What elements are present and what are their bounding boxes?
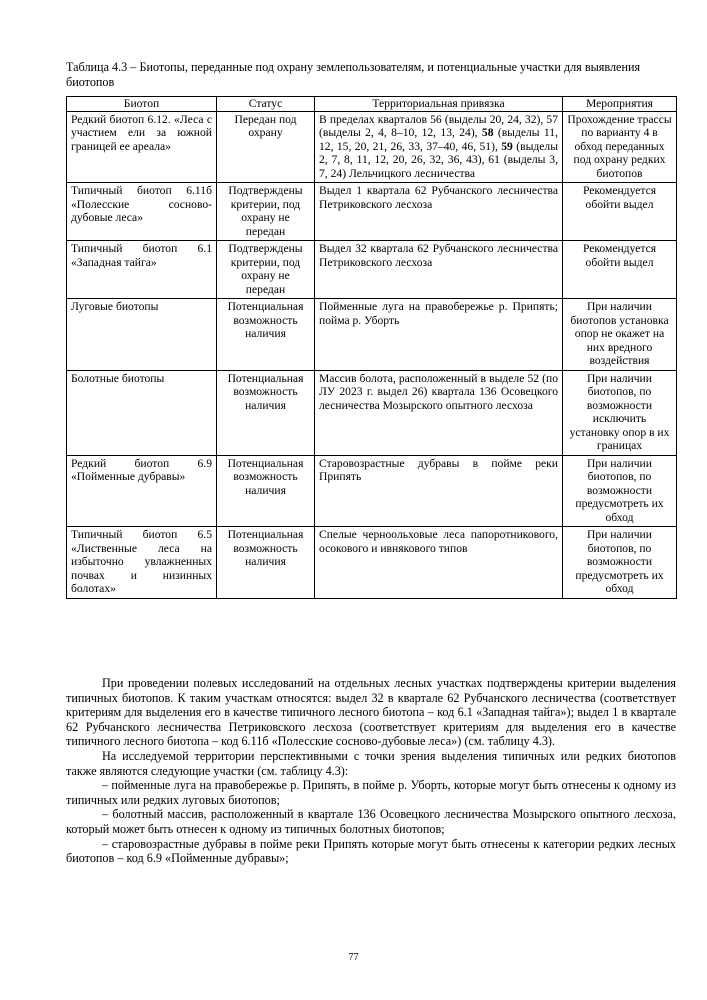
table-caption: Таблица 4.3 – Биотопы, переданные под охрану землепользователям, и потенциальные участки для выявления биотопов — [66, 60, 641, 89]
cell-measures: Прохождение трассы по варианту 4 в обход переданных под охрану редких биотопов — [563, 111, 677, 183]
cell-status: Потенциальная возможность наличия — [217, 370, 315, 455]
table-row — [67, 527, 677, 599]
biotopes-table — [66, 96, 677, 599]
location-text: (выделы 2, 7, 8, 11, 12, 20, 26, 32, 36, 43), 61 (выделы 3, 7, 24) Лельчицкого лесничества — [319, 139, 558, 180]
table-row — [67, 183, 677, 241]
quarter-number-bold: 59 — [501, 139, 513, 153]
cell-status: Подтверждены критерии, под охрану не передан — [217, 183, 315, 241]
cell-biotope: Типичный биотоп 6.1 «Западная тайга» — [67, 241, 217, 299]
cell-location: Выдел 32 квартала 62 Рубчанского лесничества Петриковского лесхоза — [315, 241, 563, 299]
table-header-row — [67, 97, 677, 112]
table-row — [67, 241, 677, 299]
header-biotope: Биотоп — [67, 97, 217, 112]
cell-biotope: Редкий биотоп 6.9 «Пойменные дубравы» — [67, 455, 217, 527]
location-text: (выделы 11, 12, 15, 20, 21, 26, 33, 37–40, 46, 51), — [319, 126, 558, 153]
cell-location: Выдел 1 квартала 62 Рубчанского лесничества Петриковского лесхоза — [315, 183, 563, 241]
quarter-number-bold: 58 — [481, 126, 494, 139]
list-item: – пойменные луга на правобережье р. Припять, в пойме р. Уборть, которые могут быть отнесены к одному из типичных или редких луговых биотопов; — [66, 778, 676, 807]
cell-location: Старовозрастные дубравы в пойме реки Припять — [315, 455, 563, 527]
cell-location: Спелые черноольховые леса папоротникового, осокового и ивнякового типов — [315, 527, 563, 599]
cell-biotope: Типичный биотоп 6.5 «Лиственные леса на избыточно увлажненных почвах и низинных болотах» — [67, 527, 217, 599]
cell-location: Массив болота, расположенный в выделе 52 (по ЛУ 2023 г. выдел 26) квартала 136 Осовецкого лесничества Мозырского опытного лесхоза — [315, 370, 563, 455]
header-status: Статус — [217, 97, 315, 112]
cell-biotope: Типичный биотоп 6.11б «Полесские сосново-дубовые леса» — [67, 183, 217, 241]
page-number: 77 — [348, 952, 359, 963]
table-row — [67, 299, 677, 371]
table-row — [67, 370, 677, 455]
list-item: – старовозрастные дубравы в пойме реки Припять которые могут быть отнесены к категории редких лесных биотопов – код 6.9 «Пойменные дубравы»; — [66, 836, 676, 866]
cell-biotope: Редкий биотоп 6.12. «Леса с участием ели за южной границей ее ареала» — [67, 111, 217, 183]
table-row — [67, 455, 677, 527]
list-item: – болотный массив, расположенный в квартале 136 Осовецкого лесничества Мозырского опытного лесхоза, который может быть отнесен к одному из типичных болотных биотопов; — [66, 807, 676, 836]
cell-measures: При наличии биотопов установка опор не окажет на них вредного воздействия — [563, 299, 677, 371]
cell-status: Передан под охрану — [217, 111, 315, 183]
location-text: В пределах кварталов 56 (выделы 20, 24, 32), 57 (выделы 2, 4, 8–10, 12, 13, 24), — [319, 112, 558, 139]
cell-status: Потенциальная возможность наличия — [217, 527, 315, 599]
cell-status: Подтверждены критерии, под охрану не передан — [217, 241, 315, 299]
cell-status: Потенциальная возможность наличия — [217, 455, 315, 527]
paragraph: При проведении полевых исследований на отдельных лесных участках подтверждены критерии выделения типичных биотопов. К таким участкам относятся: выдел 32 в квартале 62 Рубчанского лесничества (соответствует критериям для выделения его в качестве типичного лесного биотопа – код 6.1 «Западная тайга»); выдел 1 в квартале 62 Рубчанского лесничества Петриковского лесхоза (соответствует критериям для выделения его в качестве типичного лесного биотопа – код 6.11б «Полесские сосново-дубовые леса») (см. таблицу 4.3). — [66, 676, 676, 749]
body-text — [66, 676, 676, 866]
cell-biotope: Луговые биотопы — [67, 299, 217, 371]
header-location: Территориальная привязка — [315, 97, 563, 112]
cell-measures: Рекомендуется обойти выдел — [563, 241, 677, 299]
table-row — [67, 111, 677, 183]
cell-measures: При наличии биотопов, по возможности исключить установку опор в их границах — [563, 370, 677, 455]
cell-location: Пойменные луга на правобережье р. Припять; пойма р. Уборть — [315, 299, 563, 371]
cell-measures: Рекомендуется обойти выдел — [563, 183, 677, 241]
cell-measures: При наличии биотопов, по возможности предусмотреть их обход — [563, 455, 677, 527]
cell-status: Потенциальная возможность наличия — [217, 299, 315, 371]
header-measures: Мероприятия — [563, 97, 677, 112]
cell-measures: При наличии биотопов, по возможности предусмотреть их обход — [563, 527, 677, 599]
cell-biotope: Болотные биотопы — [67, 370, 217, 455]
paragraph: На исследуемой территории перспективными с точки зрения выделения типичных или редких биотопов также являются следующие участки (см. таблицу 4.3): — [66, 748, 676, 778]
cell-location — [315, 111, 563, 183]
